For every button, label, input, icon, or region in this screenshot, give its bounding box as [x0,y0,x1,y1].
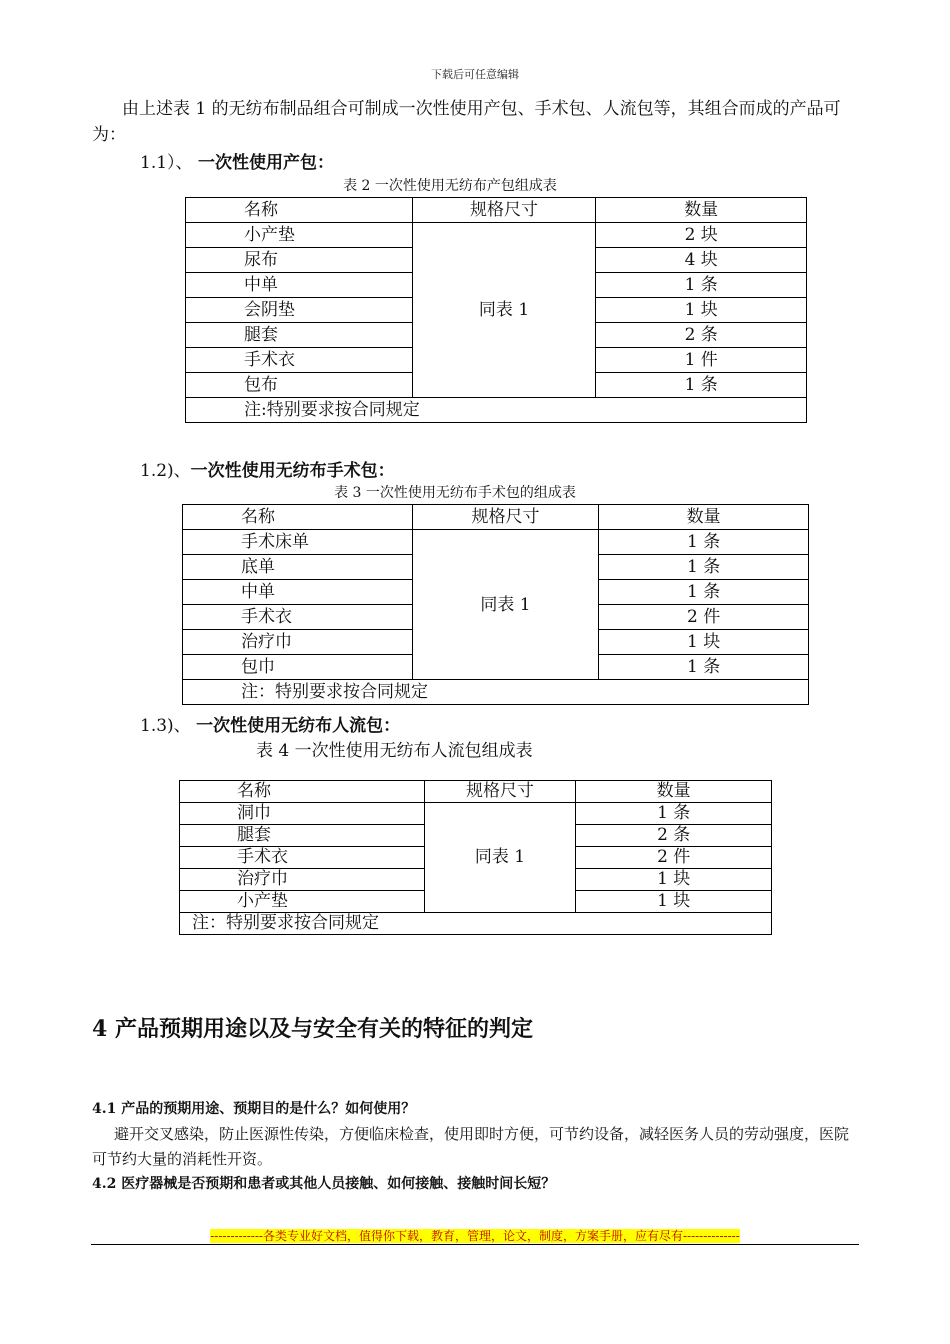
question-4-2: 4.2 医疗器械是否预期和患者或其他人员接触、如何接触、接触时间长短？ [92,1176,556,1192]
item-name: 腿套 [180,825,425,847]
answer-4-1: 避开交叉感染，防止医源性传染，方便临床检查，使用即时方便，可节约设备，减轻医务人员的劳动强度，医院可节约大量的消耗性开资。 [92,1125,850,1168]
table-3 [182,504,809,705]
item-name: 中单 [183,580,413,605]
item-qty: 1 条 [596,273,807,298]
header-spec: 规格尺寸 [424,781,576,803]
section-4-heading: 4 产品预期用途以及与安全有关的特征的判定 [92,1016,533,1042]
item-name: 手术衣 [186,348,413,373]
item-qty: 1 条 [599,655,809,680]
item-name: 会阴垫 [186,298,413,323]
spec-cell: 同表 1 [412,223,596,398]
page-footer [0,1227,950,1244]
item-name: 手术衣 [183,605,413,630]
item-name: 尿布 [186,248,413,273]
section-1-1-heading [140,148,334,173]
item-qty: 1 块 [596,298,807,323]
header-qty: 数量 [599,505,809,530]
question-4-1: 4.1 产品的预期用途、预期目的是什么？如何使用？ [92,1101,416,1117]
section-title: 一次性使用无纺布人流包： [196,716,401,736]
header-name: 名称 [186,198,413,223]
table-header-row [183,505,809,530]
table-header-row [180,781,772,803]
header-qty: 数量 [576,781,772,803]
section-title: 一次性使用产包： [197,153,334,173]
footer-divider [91,1244,859,1245]
header-spec: 规格尺寸 [412,505,599,530]
table-note: 注：特别要求按合同规定 [183,680,809,705]
header-spec: 规格尺寸 [412,198,596,223]
table-2-caption: 表 2 一次性使用无纺布产包组成表 [343,178,557,194]
intro-paragraph: 由上述表 1 的无纺布制品组合可制成一次性使用产包、手术包、人流包等，其组合而成的产品可为： [92,99,841,145]
header-name: 名称 [183,505,413,530]
table-note-row [183,680,809,705]
item-qty: 1 块 [576,891,772,913]
item-name: 手术床单 [183,530,413,555]
table-header-row [186,198,807,223]
item-qty: 1 件 [596,348,807,373]
item-name: 手术衣 [180,847,425,869]
item-name: 腿套 [186,323,413,348]
item-qty: 2 件 [576,847,772,869]
item-name: 治疗巾 [183,630,413,655]
item-qty: 2 条 [576,825,772,847]
spec-cell: 同表 1 [412,530,599,680]
item-qty: 4 块 [596,248,807,273]
section-title: 一次性使用无纺布手术包： [190,461,395,481]
item-qty: 1 条 [599,530,809,555]
section-number: 1.2)、 [140,461,191,481]
page-header: 下载后可任意编辑 [431,68,519,81]
table-row [180,803,772,825]
item-name: 小产垫 [180,891,425,913]
item-qty: 2 件 [599,605,809,630]
table-4-caption: 表 4 一次性使用无纺布人流包组成表 [256,741,533,761]
item-qty: 1 块 [576,869,772,891]
section-1-2-heading [140,456,395,481]
footer-banner: -------------各类专业好文档，值得你下载，教育，管理，论文，制度，方案手册，应有尽有-------------- [210,1229,740,1243]
table-3-caption: 表 3 一次性使用无纺布手术包的组成表 [334,485,576,501]
item-qty: 2 条 [596,323,807,348]
item-name: 包巾 [183,655,413,680]
item-name: 治疗巾 [180,869,425,891]
table-note: 注:特别要求按合同规定 [186,398,807,423]
table-note-row [186,398,807,423]
item-qty: 1 条 [576,803,772,825]
table-note: 注：特别要求按合同规定 [180,913,772,935]
header-qty: 数量 [596,198,807,223]
table-row [186,223,807,248]
item-name: 包布 [186,373,413,398]
item-name: 中单 [186,273,413,298]
section-1-3-heading [140,711,400,736]
item-name: 底单 [183,555,413,580]
item-name: 小产垫 [186,223,413,248]
table-note-row [180,913,772,935]
table-2 [185,197,807,423]
item-qty: 1 条 [596,373,807,398]
item-qty: 2 块 [596,223,807,248]
item-qty: 1 条 [599,555,809,580]
table-row [183,530,809,555]
section-number: 1.1）、 [140,153,193,173]
section-number: 1.3)、 [140,716,197,736]
item-qty: 1 条 [599,580,809,605]
item-qty: 1 块 [599,630,809,655]
item-name: 洞巾 [180,803,425,825]
header-name: 名称 [180,781,425,803]
table-4 [179,780,772,935]
spec-cell: 同表 1 [424,803,576,913]
